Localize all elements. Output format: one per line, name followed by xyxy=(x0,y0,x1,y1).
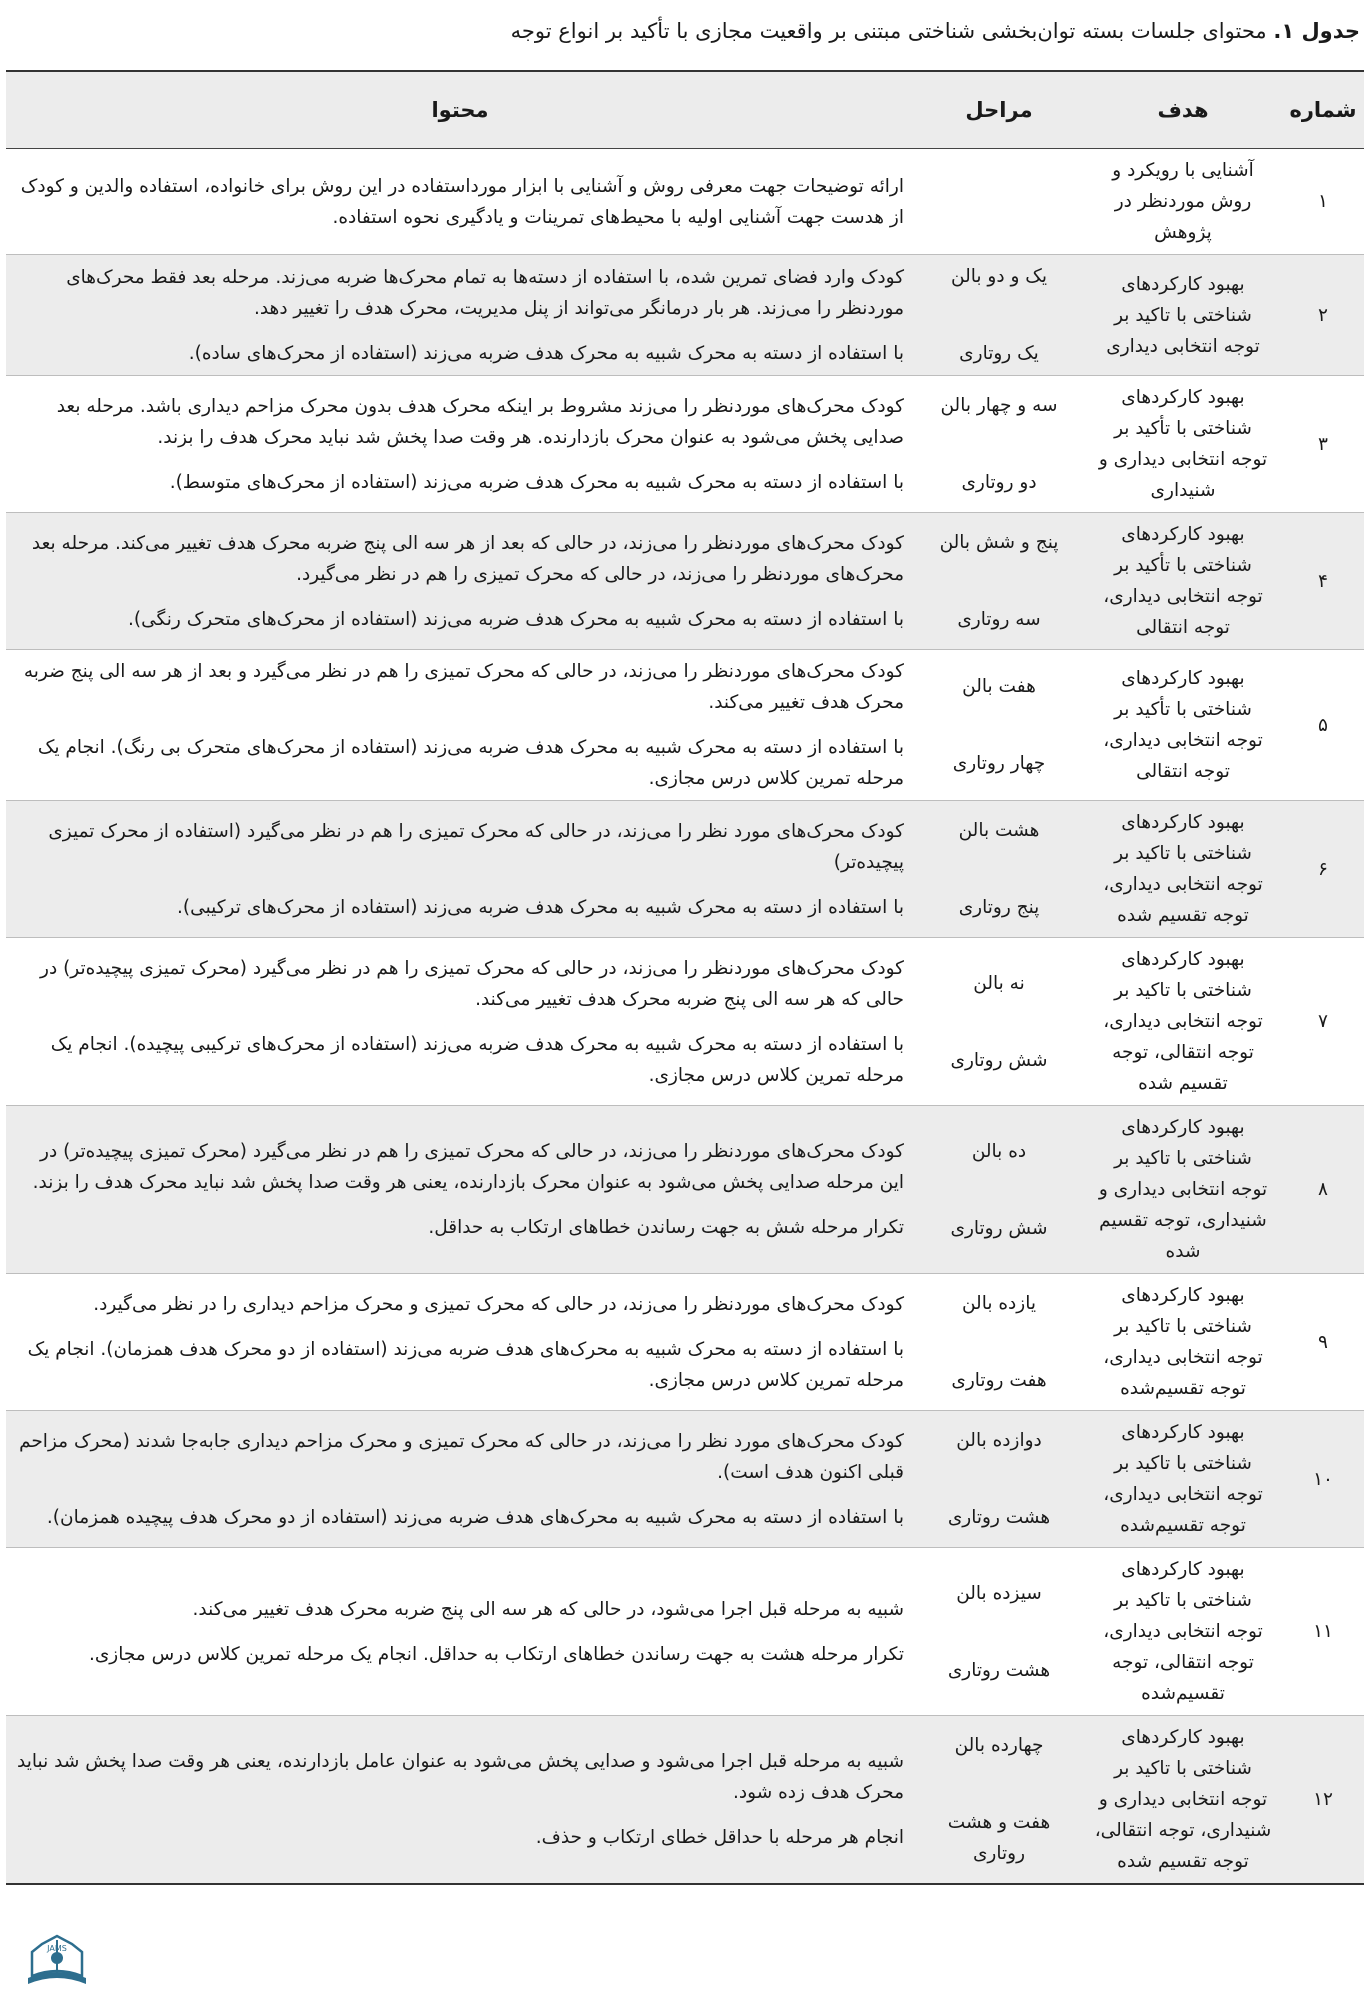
row-goal: بهبود کارکردهای شناختی با تأکید بر توجه انتخابی دیداری، توجه انتقالی xyxy=(1084,513,1282,650)
header-goal: هدف xyxy=(1084,71,1282,149)
table-row xyxy=(6,1106,1364,1274)
header-content: محتوا xyxy=(6,71,914,149)
stage-item: چهار روتاری xyxy=(952,753,1046,774)
caption-label: جدول ۱. xyxy=(1273,19,1360,43)
stage-item: هشت روتاری xyxy=(947,1507,1051,1528)
row-stages xyxy=(914,255,1084,376)
row-stages xyxy=(914,513,1084,650)
stage-item: هفت بالن xyxy=(962,676,1036,697)
sessions-table xyxy=(6,70,1364,1885)
row-stages xyxy=(914,938,1084,1106)
row-goal: بهبود کارکردهای شناختی با تاکید بر توجه انتخابی دیداری، توجه تقسیم‌شده xyxy=(1084,1411,1282,1548)
table-row xyxy=(6,1716,1364,1885)
stage-item: یازده بالن xyxy=(961,1293,1037,1314)
content-paragraph: کودک محرک‌های موردنظر را می‌زند، در حالی که بعد از هر سه الی پنج ضربه محرک هدف تغییر می‌کند. مرحله بعد محرک‌های موردنظر را می‌زند، در حالی که محرک تمیزی را هم در نظر می‌گیرد. xyxy=(31,532,904,585)
content-paragraph: تکرار مرحله هشت به جهت رساندن خطاهای ارتکاب به حداقل. انجام یک مرحله تمرین کلاس درس مجازی. xyxy=(88,1643,904,1665)
content-paragraph: کودک محرک‌های موردنظر را می‌زند، در حالی که محرک تمیزی را هم در نظر می‌گیرد و بعد از هر سه الی پنج ضربه محرک هدف تغییر می‌کند. xyxy=(23,661,904,713)
stage-item: شش روتاری xyxy=(950,1049,1048,1071)
table-row xyxy=(6,376,1364,513)
row-content xyxy=(6,801,914,938)
content-paragraph: کودک محرک‌های موردنظر را می‌زند، در حالی که محرک تمیزی را هم در نظر می‌گیرد (محرک تمیزی پیچیده‌تر) در حالی که هر سه الی پنج ضربه محرک هدف تغییر می‌کند. xyxy=(40,957,904,1010)
table-row xyxy=(6,1274,1364,1411)
row-stages xyxy=(914,149,1084,255)
logo-text: JAMS xyxy=(47,1944,67,1953)
stage-item: سه روتاری xyxy=(957,609,1041,630)
row-goal: بهبود کارکردهای شناختی با تاکید بر توجه انتخابی دیداری و شنیداری، توجه انتقالی، توجه تقسیم شده xyxy=(1084,1716,1282,1885)
table-row xyxy=(6,801,1364,938)
content-paragraph: با استفاده از دسته به محرک شبیه به محرک‌های هدف ضربه می‌زند (استفاده از دو محرک هدف همزمان). انجام یک مرحله تمرین کلاس درس مجازی. xyxy=(27,1338,904,1391)
row-stages xyxy=(914,1548,1084,1716)
stage-item: پنج و شش بالن xyxy=(939,532,1059,553)
stage-item: ده بالن xyxy=(971,1140,1027,1162)
header-stages: مراحل xyxy=(914,71,1084,149)
stage-item: هشت روتاری xyxy=(947,1659,1051,1681)
row-goal: بهبود کارکردهای شناختی با تاکید بر توجه انتخابی دیداری، توجه انتقالی، توجه تقسیم شده xyxy=(1084,938,1282,1106)
row-number: ۴ xyxy=(1282,513,1364,650)
stage-item: شش روتاری xyxy=(950,1217,1048,1239)
row-goal: بهبود کارکردهای شناختی با تاکید بر توجه انتخابی دیداری، توجه تقسیم‌شده xyxy=(1084,1274,1282,1411)
content-paragraph: ارائه توضیحات جهت معرفی روش و آشنایی با ابزار مورداستفاده در این روش برای خانواده، استفاده والدین و کودک از هدست جهت آشنایی اولیه با محیط‌های تمرینات و یادگیری نحوه استفاده. xyxy=(20,175,904,228)
table-body xyxy=(6,149,1364,1885)
stage-item: چهارده بالن xyxy=(954,1735,1044,1756)
content-paragraph: با استفاده از دسته به محرک شبیه به محرک هدف ضربه می‌زند (استفاده از محرک‌های متحرک بی رنگ). انجام یک مرحله تمرین کلاس درس مجازی. xyxy=(37,737,904,789)
table-row xyxy=(6,1548,1364,1716)
row-number: ۱ xyxy=(1282,149,1364,255)
content-paragraph: کودک وارد فضای تمرین شده، با استفاده از دسته‌ها به تمام محرک‌ها ضربه می‌زند. مرحله بعد فقط محرک‌های موردنظر را می‌زند. هر بار درمانگر می‌تواند از پنل مدیریت، محرک هدف را تغییر دهد. xyxy=(66,266,904,319)
stage-item: دوازده بالن xyxy=(956,1430,1042,1451)
row-stages xyxy=(914,801,1084,938)
content-paragraph: کودک محرک‌های موردنظر را می‌زند، در حالی که محرک تمیزی را هم در نظر می‌گیرد (محرک تمیزی پیچیده‌تر) در این مرحله صدایی پخش می‌شود به عنوان محرک بازدارنده، یعنی هر وقت صدا پخش شد نباید محرک هدف را بزند. xyxy=(32,1141,904,1193)
content-paragraph: تکرار مرحله شش به جهت رساندن خطاهای ارتکاب به حداقل. xyxy=(428,1217,904,1238)
content-paragraph: با استفاده از دسته به محرک شبیه به محرک هدف ضربه می‌زند (استفاده از محرک‌های ساده). xyxy=(188,342,904,364)
stage-item: نه بالن xyxy=(973,972,1025,994)
row-content xyxy=(6,1106,914,1274)
row-number: ۳ xyxy=(1282,376,1364,513)
table-row xyxy=(6,650,1364,801)
row-number: ۶ xyxy=(1282,801,1364,938)
content-paragraph: انجام هر مرحله با حداقل خطای ارتکاب و حذف. xyxy=(535,1827,904,1848)
table-row xyxy=(6,255,1364,376)
stage-item: سیزده بالن xyxy=(956,1582,1042,1604)
row-content xyxy=(6,255,914,376)
content-paragraph: شبیه به مرحله قبل اجرا می‌شود و صدایی پخش می‌شود به عنوان عامل بازدارنده، یعنی هر وقت صدا پخش شد نباید محرک هدف زده شود. xyxy=(17,1751,904,1803)
stage-item: یک و دو بالن xyxy=(951,266,1047,287)
content-paragraph: با استفاده از دسته به محرک شبیه به محرک‌های هدف ضربه می‌زند (استفاده از دو محرک هدف پیچیده همزمان). xyxy=(46,1506,904,1528)
stage-item: هفت روتاری xyxy=(951,1370,1047,1391)
content-paragraph: شبیه به مرحله قبل اجرا می‌شود، در حالی که هر سه الی پنج ضربه محرک هدف تغییر می‌کند. xyxy=(192,1598,904,1620)
table-row xyxy=(6,938,1364,1106)
row-goal: بهبود کارکردهای شناختی با تأکید بر توجه انتخابی دیداری و شنیداری xyxy=(1084,376,1282,513)
row-stages xyxy=(914,650,1084,801)
row-content xyxy=(6,1548,914,1716)
stage-item: یک روتاری xyxy=(959,343,1039,364)
row-goal: بهبود کارکردهای شناختی با تاکید بر توجه انتخابی دیداری، توجه انتقالی، توجه تقسیم‌شده xyxy=(1084,1548,1282,1716)
row-goal: آشنایی با رویکرد و روش موردنظر در پژوهش xyxy=(1084,149,1282,255)
stage-item: هشت بالن xyxy=(958,820,1040,841)
journal-logo-icon xyxy=(18,1926,96,1988)
row-content xyxy=(6,1274,914,1411)
row-content xyxy=(6,513,914,650)
row-stages xyxy=(914,1106,1084,1274)
row-goal: بهبود کارکردهای شناختی با تاکید بر توجه انتخابی دیداری xyxy=(1084,255,1282,376)
table-row xyxy=(6,149,1364,255)
row-stages xyxy=(914,1274,1084,1411)
row-number: ۱۱ xyxy=(1282,1548,1364,1716)
row-content xyxy=(6,938,914,1106)
row-stages xyxy=(914,376,1084,513)
content-paragraph: با استفاده از دسته به محرک شبیه به محرک هدف ضربه می‌زند (استفاده از محرک‌های متحرک رنگی). xyxy=(128,608,904,630)
table-header-row xyxy=(6,71,1364,149)
row-number: ۲ xyxy=(1282,255,1364,376)
table-row xyxy=(6,513,1364,650)
row-goal: بهبود کارکردهای شناختی با تأکید بر توجه انتخابی دیداری، توجه انتقالی xyxy=(1084,650,1282,801)
row-content xyxy=(6,1411,914,1548)
stage-item: دو روتاری xyxy=(961,472,1037,493)
table-caption xyxy=(10,14,1360,48)
row-number: ۵ xyxy=(1282,650,1364,801)
content-paragraph: کودک محرک‌های مورد نظر را می‌زند، در حالی که محرک تمیزی و محرک مزاحم دیداری جابه‌جا شدند (محرک مزاحم قبلی اکنون هدف است). xyxy=(19,1430,904,1483)
row-number: ۹ xyxy=(1282,1274,1364,1411)
header-number: شماره xyxy=(1282,71,1364,149)
table-row xyxy=(6,1411,1364,1548)
stage-item: هفت و هشت روتاری xyxy=(947,1812,1051,1864)
row-number: ۸ xyxy=(1282,1106,1364,1274)
row-number: ۱۰ xyxy=(1282,1411,1364,1548)
content-paragraph: کودک محرک‌های موردنظر را می‌زند مشروط بر اینکه محرک هدف بدون محرک مزاحم دیداری باشد. مرحله بعد صدایی پخش می‌شود به عنوان محرک بازدارنده. هر وقت صدا پخش شد نباید محرک هدف را بزند. xyxy=(56,395,904,448)
row-content xyxy=(6,650,914,801)
caption-text: محتوای جلسات بسته توان‌بخشی شناختی مبتنی بر واقعیت مجازی با تأکید بر انواع توجه xyxy=(510,19,1267,43)
row-number: ۱۲ xyxy=(1282,1716,1364,1885)
row-content xyxy=(6,149,914,255)
row-content xyxy=(6,1716,914,1885)
row-number: ۷ xyxy=(1282,938,1364,1106)
row-goal: بهبود کارکردهای شناختی با تاکید بر توجه انتخابی دیداری و شنیداری، توجه تقسیم شده xyxy=(1084,1106,1282,1274)
content-paragraph: کودک محرک‌های مورد نظر را می‌زند، در حالی که محرک تمیزی را هم در نظر می‌گیرد (استفاده از محرک تمیزی پیچیده‌تر) xyxy=(48,820,904,873)
row-content xyxy=(6,376,914,513)
stage-item: سه و چهار بالن xyxy=(940,395,1058,416)
stage-item: پنج روتاری xyxy=(958,897,1040,918)
row-goal: بهبود کارکردهای شناختی با تاکید بر توجه انتخابی دیداری، توجه تقسیم شده xyxy=(1084,801,1282,938)
content-paragraph: با استفاده از دسته به محرک شبیه به محرک هدف ضربه می‌زند (استفاده از محرک‌های متوسط). xyxy=(169,471,904,493)
content-paragraph: با استفاده از دسته به محرک شبیه به محرک هدف ضربه می‌زند (استفاده از محرک‌های ترکیبی پیچیده). انجام یک مرحله تمرین کلاس درس مجازی. xyxy=(50,1033,904,1086)
content-paragraph: با استفاده از دسته به محرک شبیه به محرک هدف ضربه می‌زند (استفاده از محرک‌های ترکیبی). xyxy=(177,896,904,918)
content-paragraph: کودک محرک‌های موردنظر را می‌زند، در حالی که محرک تمیزی و محرک مزاحم دیداری را در نظر می‌گیرد. xyxy=(93,1293,904,1315)
row-stages xyxy=(914,1411,1084,1548)
row-stages xyxy=(914,1716,1084,1885)
